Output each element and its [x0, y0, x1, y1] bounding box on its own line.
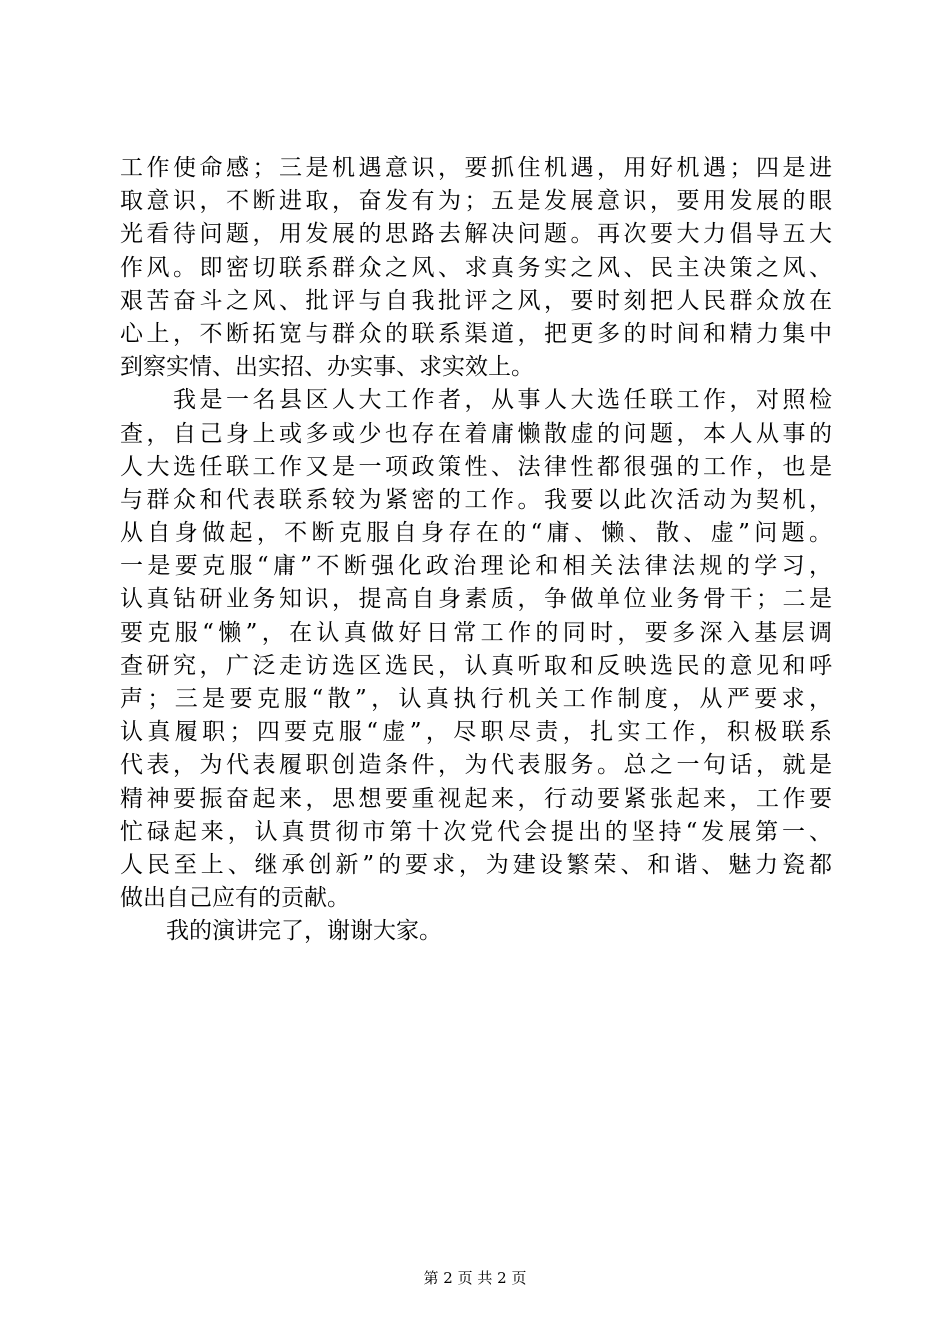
text-line: 做出自己应有的贡献。 — [120, 885, 350, 912]
text-line: 精神要振奋起来，思想要重视起来，行动要紧张起来，工作要 — [120, 785, 832, 812]
text-line: 代表，为代表履职创造条件，为代表服务。总之一句话，就是 — [120, 752, 832, 779]
text-line: 我是一名县区人大工作者，从事人大选任联工作，对照检 — [120, 387, 832, 414]
text-line: 心上，不断拓宽与群众的联系渠道，把更多的时间和精力集中 — [120, 320, 832, 347]
text-line: 取意识，不断进取，奋发有为；五是发展意识，要用发展的眼 — [120, 188, 832, 215]
text-line: 认真履职；四要克服“虚”，尽职尽责，扎实工作，积极联系 — [120, 719, 832, 746]
text-line: 查研究，广泛走访选区选民，认真听取和反映选民的意见和呼 — [120, 652, 832, 679]
text-line: 要克服“懒”，在认真做好日常工作的同时，要多深入基层调 — [120, 619, 832, 646]
text-line: 到察实情、出实招、办实事、求实效上。 — [120, 354, 534, 381]
text-line: 从自身做起，不断克服自身存在的“庸、懒、散、虚”问题。 — [120, 520, 832, 547]
text-line: 我的演讲完了，谢谢大家。 — [120, 918, 442, 945]
text-line: 人民至上、继承创新”的要求，为建设繁荣、和谐、魅力瓷都 — [120, 851, 832, 878]
page-footer: 第 2 页 共 2 页 — [423, 1269, 527, 1287]
text-line: 光看待问题，用发展的思路去解决问题。再次要大力倡导五大 — [120, 221, 832, 248]
text-line: 声；三是要克服“散”，认真执行机关工作制度，从严要求， — [120, 686, 832, 712]
text-line: 一是要克服“庸”不断强化政治理论和相关法律法规的学习， — [120, 553, 832, 580]
text-line: 认真钻研业务知识，提高自身素质，争做单位业务骨干；二是 — [120, 586, 832, 613]
body-text — [120, 152, 832, 949]
text-line: 艰苦奋斗之风、批评与自我批评之风，要时刻把人民群众放在 — [120, 287, 832, 314]
text-line: 人大选任联工作又是一项政策性、法律性都很强的工作，也是 — [120, 453, 832, 480]
text-line: 与群众和代表联系较为紧密的工作。我要以此次活动为契机， — [120, 486, 832, 513]
text-line: 工作使命感；三是机遇意识，要抓住机遇，用好机遇；四是进 — [120, 155, 832, 181]
text-line: 忙碌起来，认真贯彻市第十次党代会提出的坚持“发展第一、 — [120, 818, 832, 845]
text-line: 作风。即密切联系群众之风、求真务实之风、民主决策之风、 — [120, 254, 832, 281]
text-line: 查，自己身上或多或少也存在着庸懒散虚的问题，本人从事的 — [120, 420, 832, 447]
